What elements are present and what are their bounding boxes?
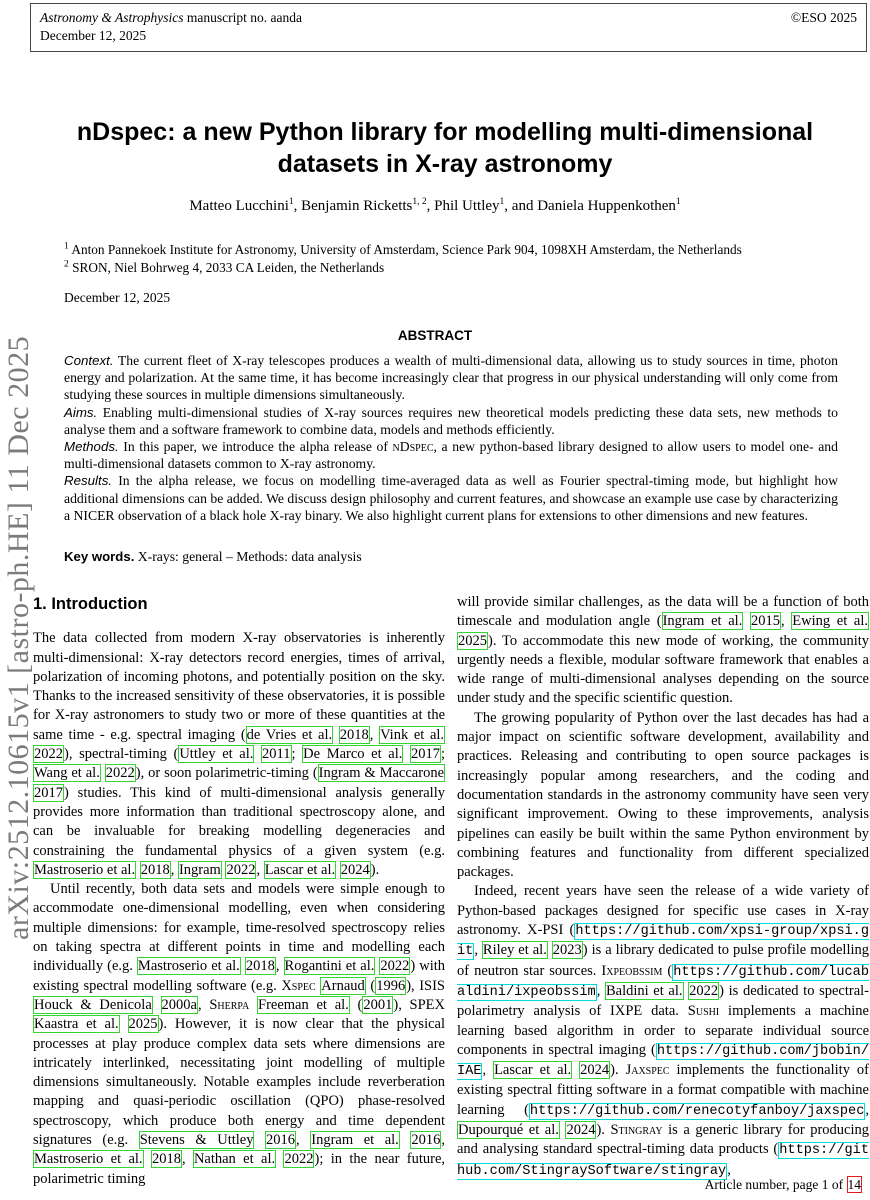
- citation-link[interactable]: Nathan et al.: [193, 1151, 276, 1168]
- text-segment: ) with existing spectral modelling software (e.g.: [33, 958, 446, 994]
- text-segment: ,: [256, 861, 264, 878]
- section-heading-introduction: 1. Introduction: [33, 595, 148, 613]
- abstract-paragraph-methods: [64, 438, 838, 472]
- text-segment: is a generic library for producing and analysing standard spectral-timing data products (: [457, 1122, 869, 1158]
- citation-link[interactable]: 2022: [380, 958, 410, 975]
- text-segment: ), ISIS: [406, 977, 445, 994]
- citation-link[interactable]: 2018: [339, 726, 369, 743]
- affiliation-1: [64, 241, 840, 259]
- text-segment: , and Daniela Huppenkothen: [504, 198, 676, 214]
- arxiv-watermark: arXiv:2512.10615v1 [astro-ph.HE] 11 Dec 2025: [2, 335, 35, 940]
- text-segment: ,: [181, 1151, 193, 1168]
- text-segment: ); in the near future, polarimetric timing: [33, 1151, 446, 1187]
- citation-link[interactable]: 2016: [411, 1132, 441, 1149]
- url-link[interactable]: https://github.com/xpsi-group/xpsi.git: [457, 924, 869, 960]
- text-segment: ), spectral-timing (: [64, 746, 179, 763]
- italic-text: Astronomy & Astrophysics: [40, 10, 184, 25]
- citation-link[interactable]: 2016: [266, 1132, 296, 1149]
- text-segment: ,: [865, 1101, 869, 1118]
- text-segment: ,: [197, 996, 210, 1013]
- text-segment: [254, 1132, 265, 1148]
- text-segment: The data collected from modern X-ray observatories is inherently multi-dimensional: X-ray detectors record energies, times of arrival, polarization of incoming photons, and potentially position on the sky. Thanks to the increased sensitivity of these observatories, it is possible for X-ray astronomers to study two or more of these quantities at the same time - e.g. spectral imaging (: [33, 630, 445, 743]
- text-segment: Anton Pannekoek Institute for Astronomy, University of Amsterdam, Science Park 904, 1098XH Amsterdam, the Netherlands: [68, 242, 742, 257]
- text-segment: ,: [781, 613, 792, 630]
- text-segment: In this paper, we introduce the alpha release of: [118, 439, 393, 455]
- text-segment: , Phil Uttley: [426, 198, 500, 214]
- text-segment: Article number, page 1 of: [704, 1177, 847, 1192]
- body-paragraph: [33, 629, 445, 880]
- affiliations: [64, 241, 840, 276]
- text-segment: [120, 1016, 128, 1032]
- citation-link[interactable]: 2018: [140, 861, 170, 878]
- citation-link[interactable]: Freeman et al.: [258, 996, 349, 1013]
- text-segment: ). To accommodate this new mode of working, the community urgently needs a flexible, modular software framework that enables a wide range of multi-dimensional analyses depending on the source under study and the specific scientific question.: [457, 632, 869, 707]
- text-segment: ,: [369, 726, 380, 743]
- text-segment: [249, 997, 257, 1013]
- citation-link[interactable]: Riley et al.: [482, 942, 547, 959]
- text-segment: ,: [727, 1161, 731, 1178]
- keywords-line: [64, 549, 838, 565]
- citation-link[interactable]: Ingram & Maccarone: [318, 765, 445, 782]
- citation-link[interactable]: 2024: [566, 1122, 596, 1139]
- citation-link[interactable]: Mastroserio et al.: [34, 861, 136, 878]
- text-segment: (: [349, 996, 363, 1013]
- citation-link[interactable]: Dupourqué et al.: [458, 1122, 559, 1139]
- superscript: 1: [499, 197, 505, 207]
- text-segment: ,: [596, 982, 605, 999]
- citation-link[interactable]: 2018: [245, 958, 275, 975]
- header-left: [40, 9, 302, 44]
- text-segment: ) is dedicated to spectral-polarimetry analysis of IXPE data.: [457, 982, 870, 1020]
- header-date: December 12, 2025: [40, 27, 147, 43]
- citation-link[interactable]: Uttley et al.: [179, 746, 254, 763]
- citation-link[interactable]: 1996: [376, 977, 406, 994]
- superscript: 1: [64, 241, 69, 252]
- affiliation-2: [64, 259, 840, 277]
- citation-link[interactable]: 2022: [34, 746, 63, 763]
- citation-link[interactable]: 2024: [340, 861, 370, 878]
- abstract-paragraph-aims: [64, 404, 838, 438]
- superscript: 1, 2: [412, 197, 427, 207]
- citation-link[interactable]: Ewing et al.: [792, 613, 869, 630]
- authors-line: [0, 198, 870, 215]
- abstract-section-label: Results.: [64, 473, 113, 489]
- smallcaps-software-name: Jaxspec: [625, 1062, 670, 1079]
- url-link[interactable]: https://github.com/lucabaldini/ixpeobssim: [457, 964, 869, 1000]
- text-segment: The growing popularity of Python over the last decades has had a major impact on scientific software development, availability and practices. Releasing and contributing to open source packages is increasingly popular among researchers, and the coding and documentation standards in the astronomy community have seen very significant improvement. Owing to these improvements, analysis pipelines can easily be built within the same Python environment by combining features and functionality from different specialized packages.: [457, 709, 869, 881]
- citation-link[interactable]: 2024: [580, 1062, 610, 1079]
- text-segment: [144, 1151, 151, 1167]
- citation-link[interactable]: Ingram et al.: [311, 1132, 399, 1149]
- left-column: [33, 593, 445, 1189]
- text-segment: In the alpha release, we focus on modelling time-averaged data as well as Fourier spectral-timing mode, but highlight how additional dimensions can be added. We discuss design philosophy and current features, and showcase an example use case by characterizing a NICER observation of a black hole X-ray binary. We also highlight current plans for extensions to other dimensions and new features.: [64, 473, 838, 523]
- citation-link[interactable]: 2022: [689, 982, 719, 999]
- smallcaps-software-name: nDspec: [392, 439, 434, 455]
- body-paragraph: [457, 882, 869, 1180]
- citation-link[interactable]: 2000a: [161, 996, 197, 1013]
- text-segment: ,: [474, 942, 482, 959]
- text-segment: ). However, it is now clear that the physical processes at play produce complex data sets where dimensions are intricately interlinked, necessitating joint modelling of multiple dimensions simultaneously. Notable examples include reverberation mapping and quasi-periodic oscillation (QPO) phase-resolved spectroscopy, which produce both energy and time dependent signatures (e.g.: [33, 1016, 446, 1149]
- text-segment: ).: [610, 1062, 626, 1079]
- text-segment: implements the functionality of existing spectral fitting software in a format compatible with machine learning (: [457, 1062, 869, 1118]
- superscript: 1: [288, 197, 294, 207]
- body-paragraph: [33, 880, 445, 1189]
- abstract-paragraph-results: [64, 472, 838, 524]
- citation-link[interactable]: 2025: [128, 1016, 158, 1033]
- abstract-body: [64, 352, 838, 524]
- url-link[interactable]: https://github.com/renecotyfanboy/jaxspec: [529, 1103, 865, 1119]
- text-segment: , a new python-based library designed to allow users to model one- and multi-dimensional datasets common to X-ray astronomy.: [64, 439, 838, 472]
- text-segment: will provide similar challenges, as the data will be a function of both timescale and modulation angle (: [457, 594, 869, 630]
- page-number-link[interactable]: 14: [847, 1177, 861, 1192]
- text-segment: Enabling multi-dimensional studies of X-ray sources requires new theoretical models predicting these data sets, new methods to analyse them and a software framework to combine data, models and methods efficiently.: [64, 404, 838, 437]
- text-segment: ,: [275, 958, 284, 975]
- citation-link[interactable]: Mastroserio et al.: [34, 1151, 143, 1168]
- abstract-section-label: Aims.: [64, 404, 98, 420]
- citation-link[interactable]: Ingram et al.: [662, 613, 743, 630]
- citation-link[interactable]: Rogantini et al.: [284, 958, 375, 975]
- smallcaps-software-name: Ixpeobssim: [601, 962, 663, 979]
- superscript: 1: [675, 197, 681, 207]
- submission-date: December 12, 2025: [64, 290, 171, 305]
- citation-link[interactable]: Baldini et al.: [605, 982, 683, 999]
- smallcaps-software-name: Sushi: [687, 1003, 720, 1020]
- text-segment: SRON, Niel Bohrweg 4, 2033 CA Leiden, the Netherlands: [68, 259, 385, 275]
- body-paragraph: [457, 593, 869, 709]
- right-column: [457, 593, 869, 1189]
- text-segment: ).: [596, 1122, 611, 1139]
- citation-link[interactable]: 2022: [284, 1151, 314, 1168]
- copyright-notice: ©ESO 2025: [790, 10, 857, 25]
- citation-link[interactable]: 2017: [34, 784, 63, 801]
- page-footer: [705, 1177, 862, 1193]
- citation-link[interactable]: Kaastra et al.: [34, 1016, 119, 1033]
- text-segment: ), or soon polarimetric-timing (: [135, 765, 318, 782]
- smallcaps-software-name: Sherpa: [209, 996, 250, 1013]
- abstract-section-label: Methods.: [64, 439, 119, 455]
- citation-link[interactable]: Lascar et al.: [494, 1062, 572, 1079]
- citation-link[interactable]: De Marco et al.: [303, 746, 403, 763]
- smallcaps-software-name: Stingray: [610, 1122, 663, 1139]
- citation-link[interactable]: 2022: [105, 765, 135, 782]
- text-segment: ;: [291, 746, 303, 763]
- citation-link[interactable]: Lascar et al.: [264, 861, 336, 878]
- text-segment: [333, 727, 339, 743]
- manuscript-header: [30, 3, 867, 52]
- text-segment: ) is a library dedicated to pulse profile modelling of neutron star sources.: [457, 942, 869, 979]
- citation-link[interactable]: 2025: [458, 632, 487, 649]
- citation-link[interactable]: 2015: [751, 613, 780, 630]
- abstract-paragraph-context: [64, 352, 838, 404]
- text-segment: The current fleet of X-ray telescopes produces a wealth of multi-dimensional data, allowing us to study sources in time, photon energy and polarization. At the same time, it has become increasingly clear that progress in our physical understanding will only come from studying these sources in multiple dimensions simultaneously.: [64, 353, 838, 403]
- text-segment: ;: [441, 746, 446, 763]
- text-segment: (: [365, 977, 376, 994]
- citation-link[interactable]: 2011: [262, 746, 291, 763]
- smallcaps-software-name: Xspec: [281, 977, 316, 994]
- text-segment: ), SPEX: [393, 996, 446, 1013]
- text-segment: [400, 1132, 411, 1148]
- superscript: 2: [64, 259, 69, 270]
- citation-link[interactable]: Ingram: [178, 861, 221, 878]
- text-segment: ).: [370, 861, 380, 878]
- text-segment: ,: [441, 1132, 446, 1149]
- bold-label: Key words.: [64, 549, 135, 564]
- citation-link[interactable]: Vink et al.: [380, 726, 445, 743]
- citation-link[interactable]: Stevens & Uttley: [139, 1132, 254, 1149]
- citation-link[interactable]: Wang et al.: [34, 765, 100, 782]
- text-segment: Indeed, recent years have seen the release of a wide variety of Python-based packages designed for specific use cases in X-ray astronomy. X-PSI (: [457, 883, 869, 939]
- url-link[interactable]: https://github.com/jbobin/IAE: [457, 1043, 869, 1080]
- text-segment: ,: [482, 1062, 494, 1079]
- text-segment: Until recently, both data sets and models were simple enough to accommodate one-dimensional modelling, even when considering multiple dimensions: for example, time-resolved spectroscopy relies on taking spectra at different points in time and modelling each individually (e.g.: [33, 881, 445, 975]
- paper-title: nDspec: a new Python library for modelling multi-dimensional datasets in X-ray astronomy: [76, 118, 814, 178]
- abstract-heading: ABSTRACT: [397, 328, 473, 343]
- citation-link[interactable]: Houck & Denicola: [34, 996, 152, 1013]
- citation-link[interactable]: 2017: [411, 746, 441, 763]
- text-segment: Matteo Lucchini: [189, 198, 289, 214]
- citation-link[interactable]: de Vries et al.: [246, 726, 333, 743]
- citation-link[interactable]: 2018: [151, 1151, 181, 1168]
- body-columns: [33, 593, 869, 1189]
- text-segment: ) studies. This kind of multi-dimensional analysis generally provides more information than traditional spectroscopy alone, and can be invaluable for breaking modelling degeneracies and constraining the fundamental physics of a given system (e.g.: [33, 784, 445, 859]
- text-segment: manuscript no. aanda: [183, 10, 302, 25]
- text-segment: ,: [296, 1132, 311, 1149]
- abstract-section-label: Context.: [64, 353, 114, 368]
- journal-line: [40, 9, 302, 27]
- citation-link[interactable]: 2022: [226, 861, 256, 878]
- text-segment: ,: [170, 861, 178, 878]
- citation-link[interactable]: 2023: [552, 942, 582, 959]
- body-paragraph: [457, 709, 869, 883]
- text-segment: X-rays: general – Methods: data analysis: [134, 549, 362, 564]
- text-segment: (: [662, 962, 673, 979]
- citation-link[interactable]: 2001: [363, 996, 393, 1013]
- text-segment: [153, 997, 161, 1013]
- text-segment: implements a machine learning based algorithm in order to separate individual source components in spectral imaging (: [457, 1003, 869, 1058]
- text-segment: [743, 613, 750, 629]
- url-link[interactable]: https://github.com/StingraySoftware/stingray: [457, 1143, 869, 1179]
- citation-link[interactable]: Arnaud: [321, 977, 365, 994]
- text-segment: , Benjamin Ricketts: [293, 198, 413, 214]
- citation-link[interactable]: Mastroserio et al.: [137, 958, 240, 975]
